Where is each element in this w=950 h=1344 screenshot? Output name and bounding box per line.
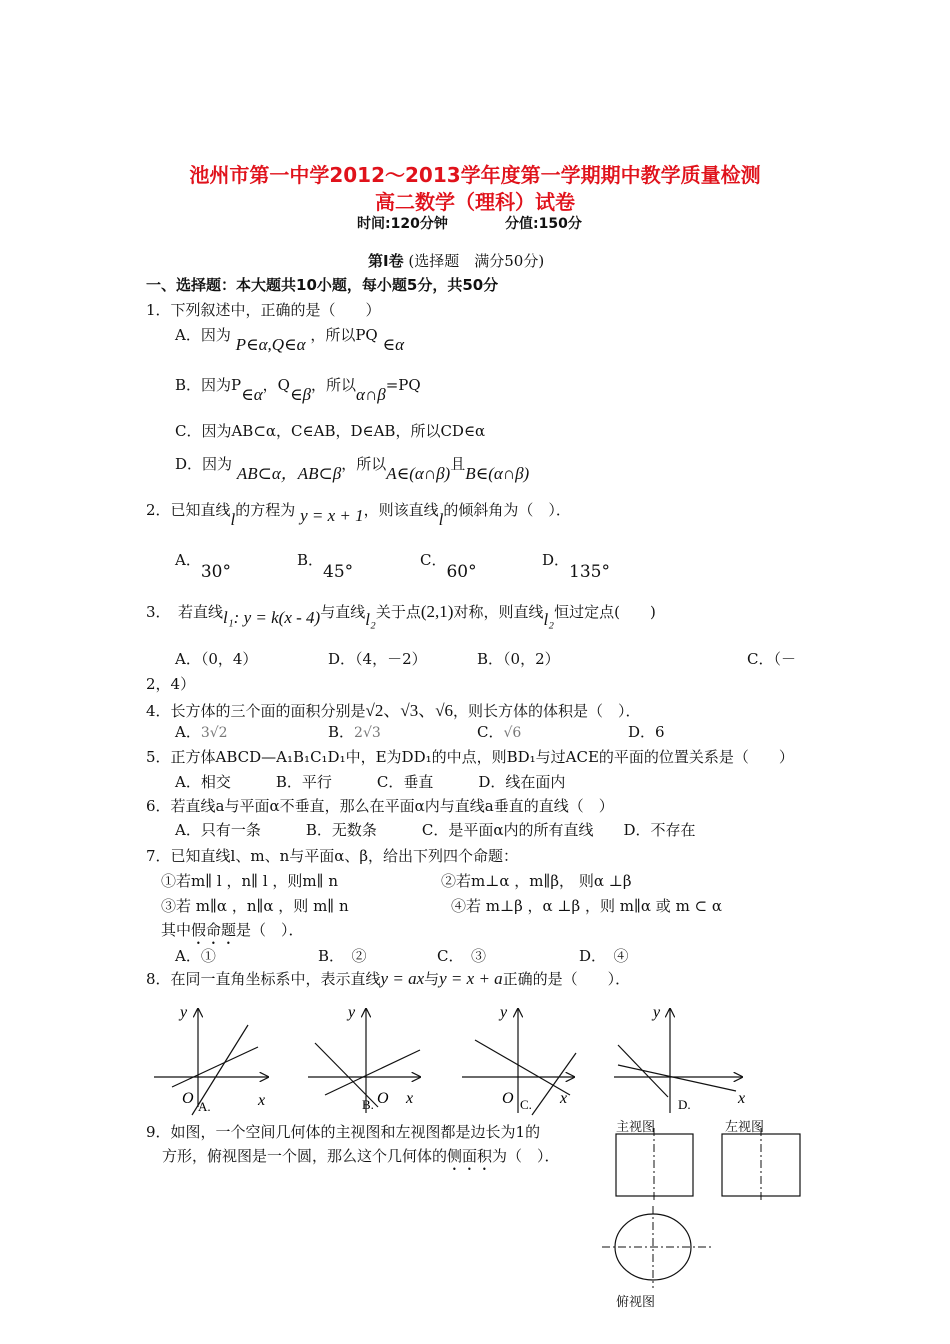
q1-d-label: D．因为	[175, 455, 233, 473]
q2-option-a	[175, 549, 231, 582]
q3-line-l2-2: l₂	[543, 610, 555, 629]
section-heading: 一、选择题：本大题共10小题，每小题5分，共50分	[146, 276, 499, 294]
exam-time: 时间:120分钟	[357, 216, 448, 232]
q9-line2b: 为（ ）．	[492, 1147, 560, 1165]
q7-option-d: D． ④	[579, 947, 629, 965]
q7-proposition-4: ④若 m⊥β ，α ⊥β ，则 m∥α 或 m ⊂ α	[451, 897, 723, 915]
q8-graph-c	[462, 1004, 576, 1115]
q4-stem	[146, 696, 641, 721]
graph-label-a: A.	[198, 1099, 211, 1114]
q3-p4: 对称，则直线	[453, 603, 544, 621]
q4-values: √2、√3、√6	[365, 701, 454, 720]
q1-d-mid: ，所以	[341, 455, 387, 473]
q1-d-math3: B∈(α∩β)	[465, 464, 530, 483]
x-label: x	[738, 1090, 746, 1107]
q4-option-a	[175, 721, 228, 742]
q9-three-views	[596, 1128, 816, 1300]
q2-b-value: 45°	[323, 562, 354, 582]
q2-l-2: l	[438, 510, 444, 529]
part-note: (选择题 满分50分)	[408, 252, 545, 270]
q1-a-label: A．因为	[175, 326, 231, 344]
q1-b-m3: α∩β	[356, 385, 386, 404]
graph-label-b: B.	[362, 1097, 374, 1112]
y-label: y	[348, 1004, 356, 1021]
q2-d-value: 135°	[569, 562, 610, 582]
q1-d-mid2: 且	[450, 455, 466, 473]
q1-a-mid: ，所以PQ	[310, 326, 378, 344]
q7-proposition-1: ①若m∥ l ，n∥ l ，则m∥ n	[161, 872, 338, 890]
q7-ask1: 其中	[161, 921, 192, 939]
q3-p1: 3． 若直线	[146, 603, 224, 621]
front-view-label: 主视图	[616, 1120, 656, 1135]
q1-option-a	[175, 324, 405, 354]
q8-graphs	[140, 995, 760, 1120]
q8-graph-d	[614, 1004, 745, 1113]
y-label: y	[500, 1004, 508, 1021]
line-2	[532, 1053, 576, 1115]
q3-option-d: D．（4，－2）	[328, 650, 427, 668]
q1-a-tail: ∈α	[382, 335, 405, 354]
q7-proposition-2: ②若m⊥α ，m∥β， 则α ⊥β	[441, 872, 632, 890]
q7-option-a: A．①	[175, 947, 216, 965]
q8-graph-b	[308, 1004, 420, 1113]
q7-ask-emphasis: 假命题	[191, 921, 237, 939]
part-title: 第Ⅰ卷	[368, 252, 404, 270]
q2-c-value: 60°	[446, 562, 477, 582]
q2-stem	[146, 499, 571, 529]
exam-subtitle: 高二数学（理科）试卷	[375, 190, 575, 214]
q4-stem2: ，则长方体的体积是（ ）．	[453, 702, 641, 720]
q9-line2-emphasis: 侧面积	[447, 1147, 493, 1165]
q1-option-d	[175, 449, 530, 483]
q3-option-a: A．（0，4）	[175, 650, 258, 668]
q4-c-value: √6	[503, 725, 522, 741]
q3-stem	[146, 601, 656, 629]
q1-d-math1: AB⊂α，AB⊂β	[236, 464, 342, 483]
line-2	[618, 1065, 736, 1091]
q5-options: A．相交 B．平行 C．垂直 D．线在面内	[175, 773, 566, 791]
q7-option-c: C． ③	[437, 947, 486, 965]
q6-stem: 6．若直线a与平面α不垂直，那么在平面α内与直线a垂直的直线（ ）	[146, 797, 614, 815]
q1-option-b	[175, 374, 421, 404]
origin-label: O	[182, 1090, 194, 1107]
q3-p3: 关于点	[375, 603, 421, 621]
x-label: x	[560, 1090, 568, 1107]
q2-p4: 的倾斜角为（ ）．	[443, 501, 571, 519]
q2-p1: 2．已知直线	[146, 501, 231, 519]
origin-label: O	[502, 1090, 514, 1107]
q8-stem3: 正确的是（ ）．	[502, 970, 631, 988]
top-view-label: 俯视图	[616, 1295, 656, 1310]
q3-option-c-cont: 2，4）	[146, 675, 196, 693]
q8-stem1: 8．在同一直角坐标系中，表示直线	[146, 970, 381, 988]
q7-proposition-3: ③若 m∥α ，n∥α ，则 m∥ n	[161, 897, 349, 915]
q2-option-b	[297, 549, 354, 582]
q7-ask2: 是（ ）．	[236, 921, 304, 939]
q9-line2a: 方形，俯视图是一个圆，那么这个几何体的	[162, 1147, 448, 1165]
q4-stem1: 4．长方体的三个面的面积分别是	[146, 702, 366, 720]
q2-p3: ，则该直线	[363, 501, 439, 519]
q3-line-l1: l₁: y = k(x - 4)	[223, 608, 321, 627]
q7-option-b: B． ②	[318, 947, 367, 965]
q7-stem: 7．已知直线l、m、n与平面α、β，给出下列四个命题：	[146, 847, 519, 865]
line-1	[172, 1047, 258, 1087]
q9-line2	[162, 1145, 560, 1174]
y-label: y	[180, 1004, 188, 1021]
q1-stem: 1．下列叙述中，正确的是（ ）	[146, 301, 381, 319]
q1-b-mid2: ，所以	[311, 376, 357, 394]
q2-c-label: C．	[420, 551, 447, 569]
q2-a-label: A．	[175, 551, 201, 569]
q3-line-l2-1: l₂	[365, 610, 376, 629]
q4-option-c	[477, 721, 521, 742]
x-label: x	[406, 1090, 414, 1107]
graph-label-c: C.	[520, 1097, 532, 1112]
q1-b-label: B．因为P	[175, 376, 242, 394]
graph-label-d: D.	[678, 1097, 691, 1112]
q4-option-b	[328, 721, 381, 742]
q2-option-c	[420, 549, 477, 582]
q2-option-d	[542, 549, 610, 582]
q1-d-math2: A∈(α∩β)	[386, 464, 451, 483]
q2-l-1: l	[230, 510, 236, 529]
part-heading	[368, 250, 544, 271]
q7-ask	[161, 919, 304, 948]
q1-option-c: C．因为AB⊂α，C∈AB，D∈AB，所以CD∈α	[175, 422, 486, 440]
y-label: y	[653, 1004, 661, 1021]
q1-a-math: P∈α,Q∈α	[235, 335, 306, 354]
q3-p5: 恒过定点( )	[554, 603, 656, 621]
q3-option-c: C．（－	[747, 650, 796, 668]
q2-d-label: D．	[542, 551, 570, 569]
q2-b-label: B．	[297, 551, 324, 569]
q2-p2: 的方程为	[235, 501, 296, 519]
line-2	[325, 1050, 420, 1095]
q3-point: (2,1)	[420, 602, 454, 621]
q8-stem2: 与	[424, 970, 440, 988]
q5-stem: 5．正方体ABCD—A₁B₁C₁D₁中，E为DD₁的中点，则BD₁与过ACE的平面的位置关系是（ ）	[146, 748, 794, 766]
q2-equation: y = x + 1	[300, 506, 364, 525]
q6-options: A．只有一条 B．无数条 C．是平面α内的所有直线 D．不存在	[175, 821, 696, 839]
q1-b-m1: ∈α	[241, 385, 263, 404]
q8-stem	[146, 968, 630, 989]
q9-line1: 9．如图，一个空间几何体的主视图和左视图都是边长为1的	[146, 1123, 541, 1141]
q4-b-label: B．	[328, 723, 355, 741]
q2-a-value: 30°	[200, 562, 231, 582]
exam-title: 池州市第一中学2012～2013学年度第一学期期中教学质量检测	[189, 163, 761, 187]
origin-label: O	[377, 1090, 389, 1107]
q8-eq2: y = x + a	[439, 969, 503, 988]
q3-p2: 与直线	[320, 603, 366, 621]
q1-b-m2: ∈β	[289, 385, 312, 404]
q1-b-tail: =PQ	[385, 376, 421, 394]
q4-c-label: C．	[477, 723, 504, 741]
q8-eq1: y = ax	[380, 969, 425, 988]
q3-option-b: B．（0，2）	[477, 650, 560, 668]
q4-b-value: 2√3	[354, 725, 381, 741]
line-1	[475, 1040, 570, 1095]
side-view-label: 左视图	[725, 1120, 765, 1135]
q8-graph-a	[154, 1004, 268, 1115]
q1-b-mid: ，Q	[262, 376, 290, 394]
q4-a-label: A．	[175, 723, 201, 741]
x-label: x	[258, 1092, 266, 1109]
exam-score: 分值:150分	[505, 216, 582, 232]
q4-option-d: D．6	[628, 723, 665, 741]
q4-a-value: 3√2	[200, 725, 228, 741]
